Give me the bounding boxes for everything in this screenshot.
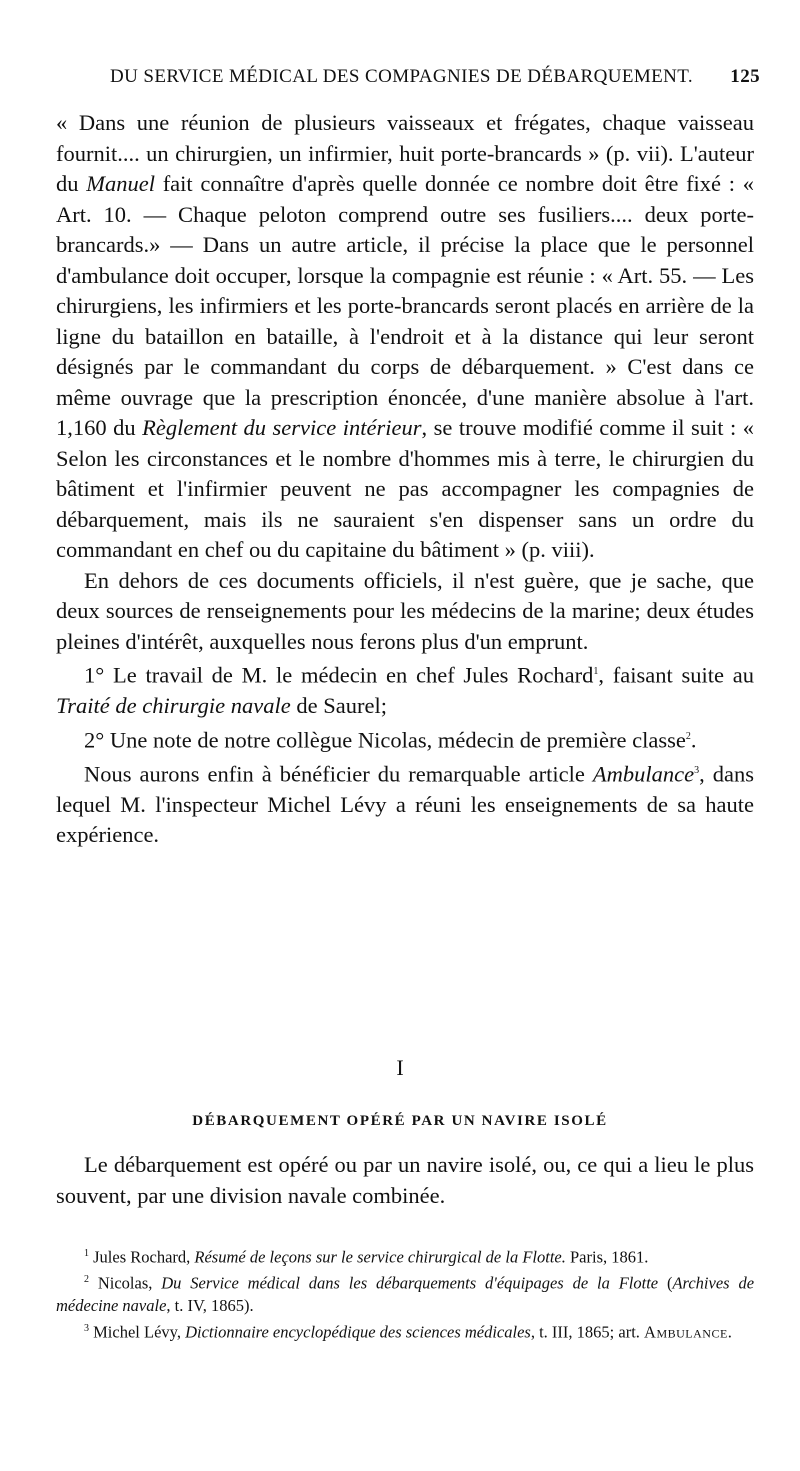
paragraph-source-1: 1° Le travail de M. le médecin en chef Jules Rochard$^1$, faisant suite au Traité de chirurgie navale de Saurel; xyxy=(56,662,754,718)
paragraph-ambulance: Nous aurons enfin à bénéficier du remarquable article Ambulance$^3$, dans lequel M. l'inspecteur Michel Lévy a réuni les enseignements de sa haute expérience. xyxy=(56,761,754,847)
footnote-ref: 2 xyxy=(685,730,691,742)
section-text xyxy=(56,1150,754,1211)
main-text xyxy=(56,108,754,851)
footnote-3: $^3$ Michel Lévy, Dictionnaire encyclopédique des sciences médicales, t. III, 1865; art. Ambulance. xyxy=(84,1322,732,1341)
running-header xyxy=(110,66,760,96)
footnote-2: $^2$ Nicolas, Du Service médical dans les débarquements d'équipages de la Flotte (Archives de médecine navale, t. IV, 1865). xyxy=(56,1273,755,1315)
section-paragraph: Le débarquement est opéré ou par un navire isolé, ou, ce qui a lieu le plus souvent, par une division navale combinée. xyxy=(56,1152,754,1208)
section-title: DÉBARQUEMENT OPÉRÉ PAR UN NAVIRE ISOLÉ xyxy=(192,1113,608,1129)
paragraph-source-2: 2° Une note de notre collègue Nicolas, médecin de première classe$^2$. xyxy=(84,727,697,752)
paragraph-quote: « Dans une réunion de plusieurs vaisseaux et frégates, chaque vaisseau fournit.... un chirurgien, un infirmier, huit porte-brancards » (p. vii). L'auteur du Manuel fait connaître d'après quelle donnée ce nombre doit être fixé : « Art. 10. — Chaque peloton comprend outre ses fusiliers.... deux porte-brancards.» — Dans un autre article, il précise la place que le personnel d'ambulance doit occuper, lorsque la compagnie est réunie : « Art. 55. — Les chirurgiens, les infirmiers et les porte-brancards seront placés en arrière de la ligne du bataillon en bataille, à l'endroit et à la distance qui leur seront désignés par le commandant du corps de débarquement. » C'est dans ce même ouvrage que la prescription énoncée, d'une manière absolue à l'art. 1,160 du Règlement du service intérieur, se trouve modifié comme il suit : « Selon les circonstances et le nombre d'hommes mis à terre, le chirurgien du bâtiment et l'infirmier peuvent ne pas accompagner les compagnies de débarquement, mais ils ne sauraient s'en dispenser sans un ordre du commandant en chef ou du capitaine du bâtiment » (p. viii). xyxy=(56,110,755,562)
page-number: 125 xyxy=(730,66,760,87)
footnote-ref: 3 xyxy=(694,764,700,776)
footnote-ref: 1 xyxy=(593,666,599,677)
footnotes xyxy=(56,1243,754,1344)
paragraph-sources: En dehors de ces documents officiels, il n'est guère, que je sache, que deux sources de renseignements pour les médecins de la marine; deux études pleines d'intérêt, auxquelles nous ferons plus d'un emprunt. xyxy=(56,567,754,654)
footnote-1: $^1$ Jules Rochard, Résumé de leçons sur le service chirurgical de la Flotte. Paris, 1861. xyxy=(84,1247,649,1267)
running-title: DU SERVICE MÉDICAL DES COMPAGNIES DE DÉBARQUEMENT. xyxy=(110,66,694,87)
section-number: I xyxy=(396,1055,404,1080)
